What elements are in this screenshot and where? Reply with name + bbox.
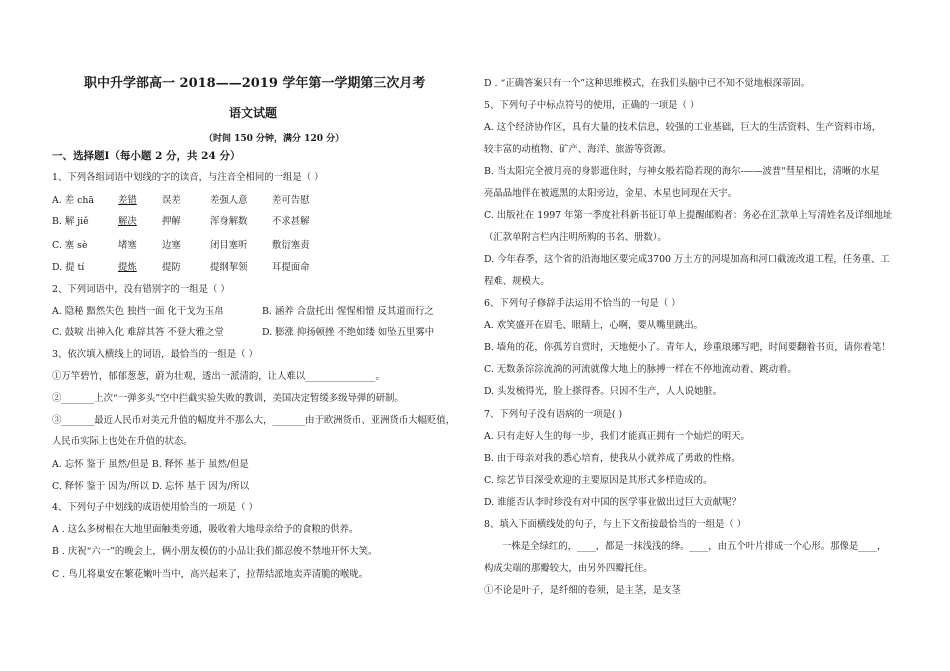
- q3-sentence-1: ①万竿碧竹，郁郁葱葱，蔚为壮观，透出一派清韵，让人难以_______________。: [52, 371, 385, 382]
- exam-meta: （时间 150 分钟，满分 120 分）: [204, 134, 345, 144]
- q4-option-a: A . 这么多树根在大地里面触类旁通，吸收着大地母亲给予的食粮的供养。: [52, 524, 359, 535]
- q6-option-b: B. 墙角的花，你孤芳自赏时，天地便小了。青年人，珍重琅琊写吧，时间要翻着书页，请你着笔！: [484, 342, 891, 353]
- q1-row-b-label: B. 解 jiě: [52, 216, 89, 227]
- q4-option-c: C . 鸟儿将巢安在繁花嫩叶当中，高兴起来了，拉帮结派地卖弄清脆的喉咙。: [52, 569, 369, 580]
- q1-row-b-w4: 不求甚解: [272, 216, 310, 227]
- q7-stem: 7、下列句子没有语病的一项是( ): [484, 409, 623, 420]
- q1-row-d-w2: 提防: [162, 262, 181, 273]
- q4-stem: 4、下列句子中划线的成语使用恰当的一项是（ ）: [52, 502, 258, 513]
- exam-subject: 语文试题: [229, 106, 278, 120]
- q5-option-c-line2: （汇款单附言栏内注明所购的书名、册数）。: [484, 232, 667, 243]
- q7-option-d: D. 谁能否认李时珍没有对中国的医学事业做出过巨大贡献呢？: [484, 497, 741, 508]
- q3-sentence-3a: ③_______最近人民币对美元升值的幅度并不那么大，_______由于欧洲货币、亚洲货币大幅贬值，: [52, 415, 456, 426]
- q1-row-d-w4: 耳提面命: [272, 262, 310, 273]
- q8-stem: 8、填入下面横线处的句子，与上下文衔接最恰当的一组是（ ）: [484, 519, 747, 530]
- q1-row-d-w1: 提炼: [118, 262, 137, 273]
- q1-row-c-label: C. 塞 sè: [52, 240, 88, 251]
- q8-passage-line2: 构成尖端的那瓣较大，由另外四瓣托住。: [484, 563, 653, 574]
- q3-stem: 3、依次填入横线上的词语，最恰当的一组是（ ）: [52, 349, 258, 360]
- q3-sentence-2: ②_______上次“一弹多头”空中拦截实验失败的教训，美国决定暂缓多级导弹的研制。: [52, 393, 404, 404]
- exam-title: 职中升学部高一 2018——2019 学年第一学期第三次月考: [84, 76, 426, 91]
- q1-row-c-w3: 闭目塞听: [210, 240, 248, 251]
- q6-option-c: C. 无数条淙淙流淌的河流就像大地上的脉搏一样在不停地流动着、跳动着。: [484, 364, 797, 375]
- q1-row-a-w1: 差错: [118, 195, 137, 206]
- q3-options-cd: C. 释怀 鉴于 因为/所以 D. 忘怀 基于 因为/所以: [52, 481, 250, 492]
- q3-sentence-3b: 人民币实际上也处在升值的状态。: [52, 436, 193, 447]
- q1-row-d-w3: 提纲挈领: [210, 262, 248, 273]
- q5-option-c-line1: C. 出版社在 1997 年第一季度社科新书征订单上提醒邮购者：务必在汇款单上写清姓名及详细地址: [484, 210, 893, 221]
- q1-row-a-w4: 差可告慰: [272, 195, 310, 206]
- q1-row-c-w1: 堵塞: [118, 240, 137, 251]
- q2-option-a: A. 隐秘 黯然失色 独挡一面 化干戈为玉帛: [52, 306, 224, 317]
- q7-option-b: B. 由于母亲对我的悉心培育，使我从小就养成了勇敢的性格。: [484, 453, 741, 464]
- q1-row-a-w3: 差强人意: [210, 195, 248, 206]
- q1-row-b-w2: 押解: [162, 216, 181, 227]
- q4-option-d: D . “正确答案只有一个”这种思维模式，在我们头脑中已不知不觉地根深蒂固。: [484, 78, 811, 89]
- q1-row-c-w2: 边塞: [162, 240, 181, 251]
- q5-option-b-line1: B. 当太阳完全被月亮的身影遮住时，与神女般若隐若现的海尔-——波普"彗星相比，清晰的水星: [484, 166, 880, 177]
- q6-stem: 6、下列句子修辞手法运用不恰当的一句是（ ）: [484, 298, 681, 309]
- section-heading: 一、选择题Ⅰ（每小题 2 分，共 24 分）: [52, 150, 241, 162]
- q1-row-a-w2: 误差: [162, 195, 181, 206]
- q1-row-a-label: A. 差 chā: [52, 195, 94, 206]
- q5-option-b-line2: 亮晶晶地伴在被遮黑的太阳旁边，金星、木星也同现在天宇。: [484, 188, 738, 199]
- q8-choice-1: ①不论是叶子，是纤细的卷须，是主茎，是支茎: [484, 585, 681, 596]
- q1-stem: 1、下列各组词语中划线的字的读音，与注音全相同的一组是（ ）: [52, 172, 324, 183]
- q4-option-b: B . 庆祝“六一”的晚会上，俩小朋友模仿的小品让我们都忍俊不禁地开怀大笑。: [52, 546, 378, 557]
- q2-option-c: C. 鼓唳 出神入化 难辞其答 不登大雅之堂: [52, 327, 224, 338]
- q5-option-d-line2: 程难、规模大。: [484, 276, 550, 287]
- q1-row-b-w1: 解决: [118, 216, 137, 227]
- q5-stem: 5、下列句子中标点符号的使用，正确的一项是（ ）: [484, 100, 700, 111]
- q6-option-a: A. 欢笑盛开在眉毛、眼睛上，心啊，要从嘴里跳出。: [484, 320, 703, 331]
- q5-option-a-line1: A. 这个经济协作区，具有大量的技术信息，较强的工业基础，巨大的生活资料、生产资料市场，: [484, 122, 882, 133]
- q2-stem: 2、下列词语中，没有错别字的一组是（ ）: [52, 284, 230, 295]
- q2-option-d: D. 膨涨 抑扬顿挫 不绝如缕 如坠五里雾中: [262, 327, 435, 338]
- q1-row-d-label: D. 提 tí: [52, 262, 85, 273]
- q7-option-c: C. 综艺节目深受欢迎的主要原因是其形式多样造成的。: [484, 475, 713, 486]
- q6-option-d: D. 头发梳得光，脸上搽得香。只因不生产，人人说她脏。: [484, 386, 723, 397]
- q7-option-a: A. 只有走好人生的每一步，我们才能真正拥有一个灿烂的明天。: [484, 431, 750, 442]
- q2-option-b: B. 涵养 合盘托出 惺惺相惜 反其道而行之: [262, 306, 434, 317]
- q3-options-ab: A. 忘怀 鉴于 虽然/但是 B. 释怀 基于 虽然/但是: [52, 459, 249, 470]
- q1-row-c-w4: 敷衍塞责: [272, 240, 310, 251]
- q5-option-a-line2: 较丰富的动植物、矿产、海洋、旅游等资源。: [484, 144, 672, 155]
- q5-option-d-line1: D. 今年春季，这个省的沿海地区要完成3700 万土方的河堤加高和河口截流改道工程，任务重、工: [484, 254, 890, 265]
- q8-passage-line1: 一株是全绿红的，____，都是一抹浅浅的绛。____，由五个叶片排成一个心形。那像是____，: [502, 541, 887, 552]
- q1-row-b-w3: 浑身解数: [210, 216, 248, 227]
